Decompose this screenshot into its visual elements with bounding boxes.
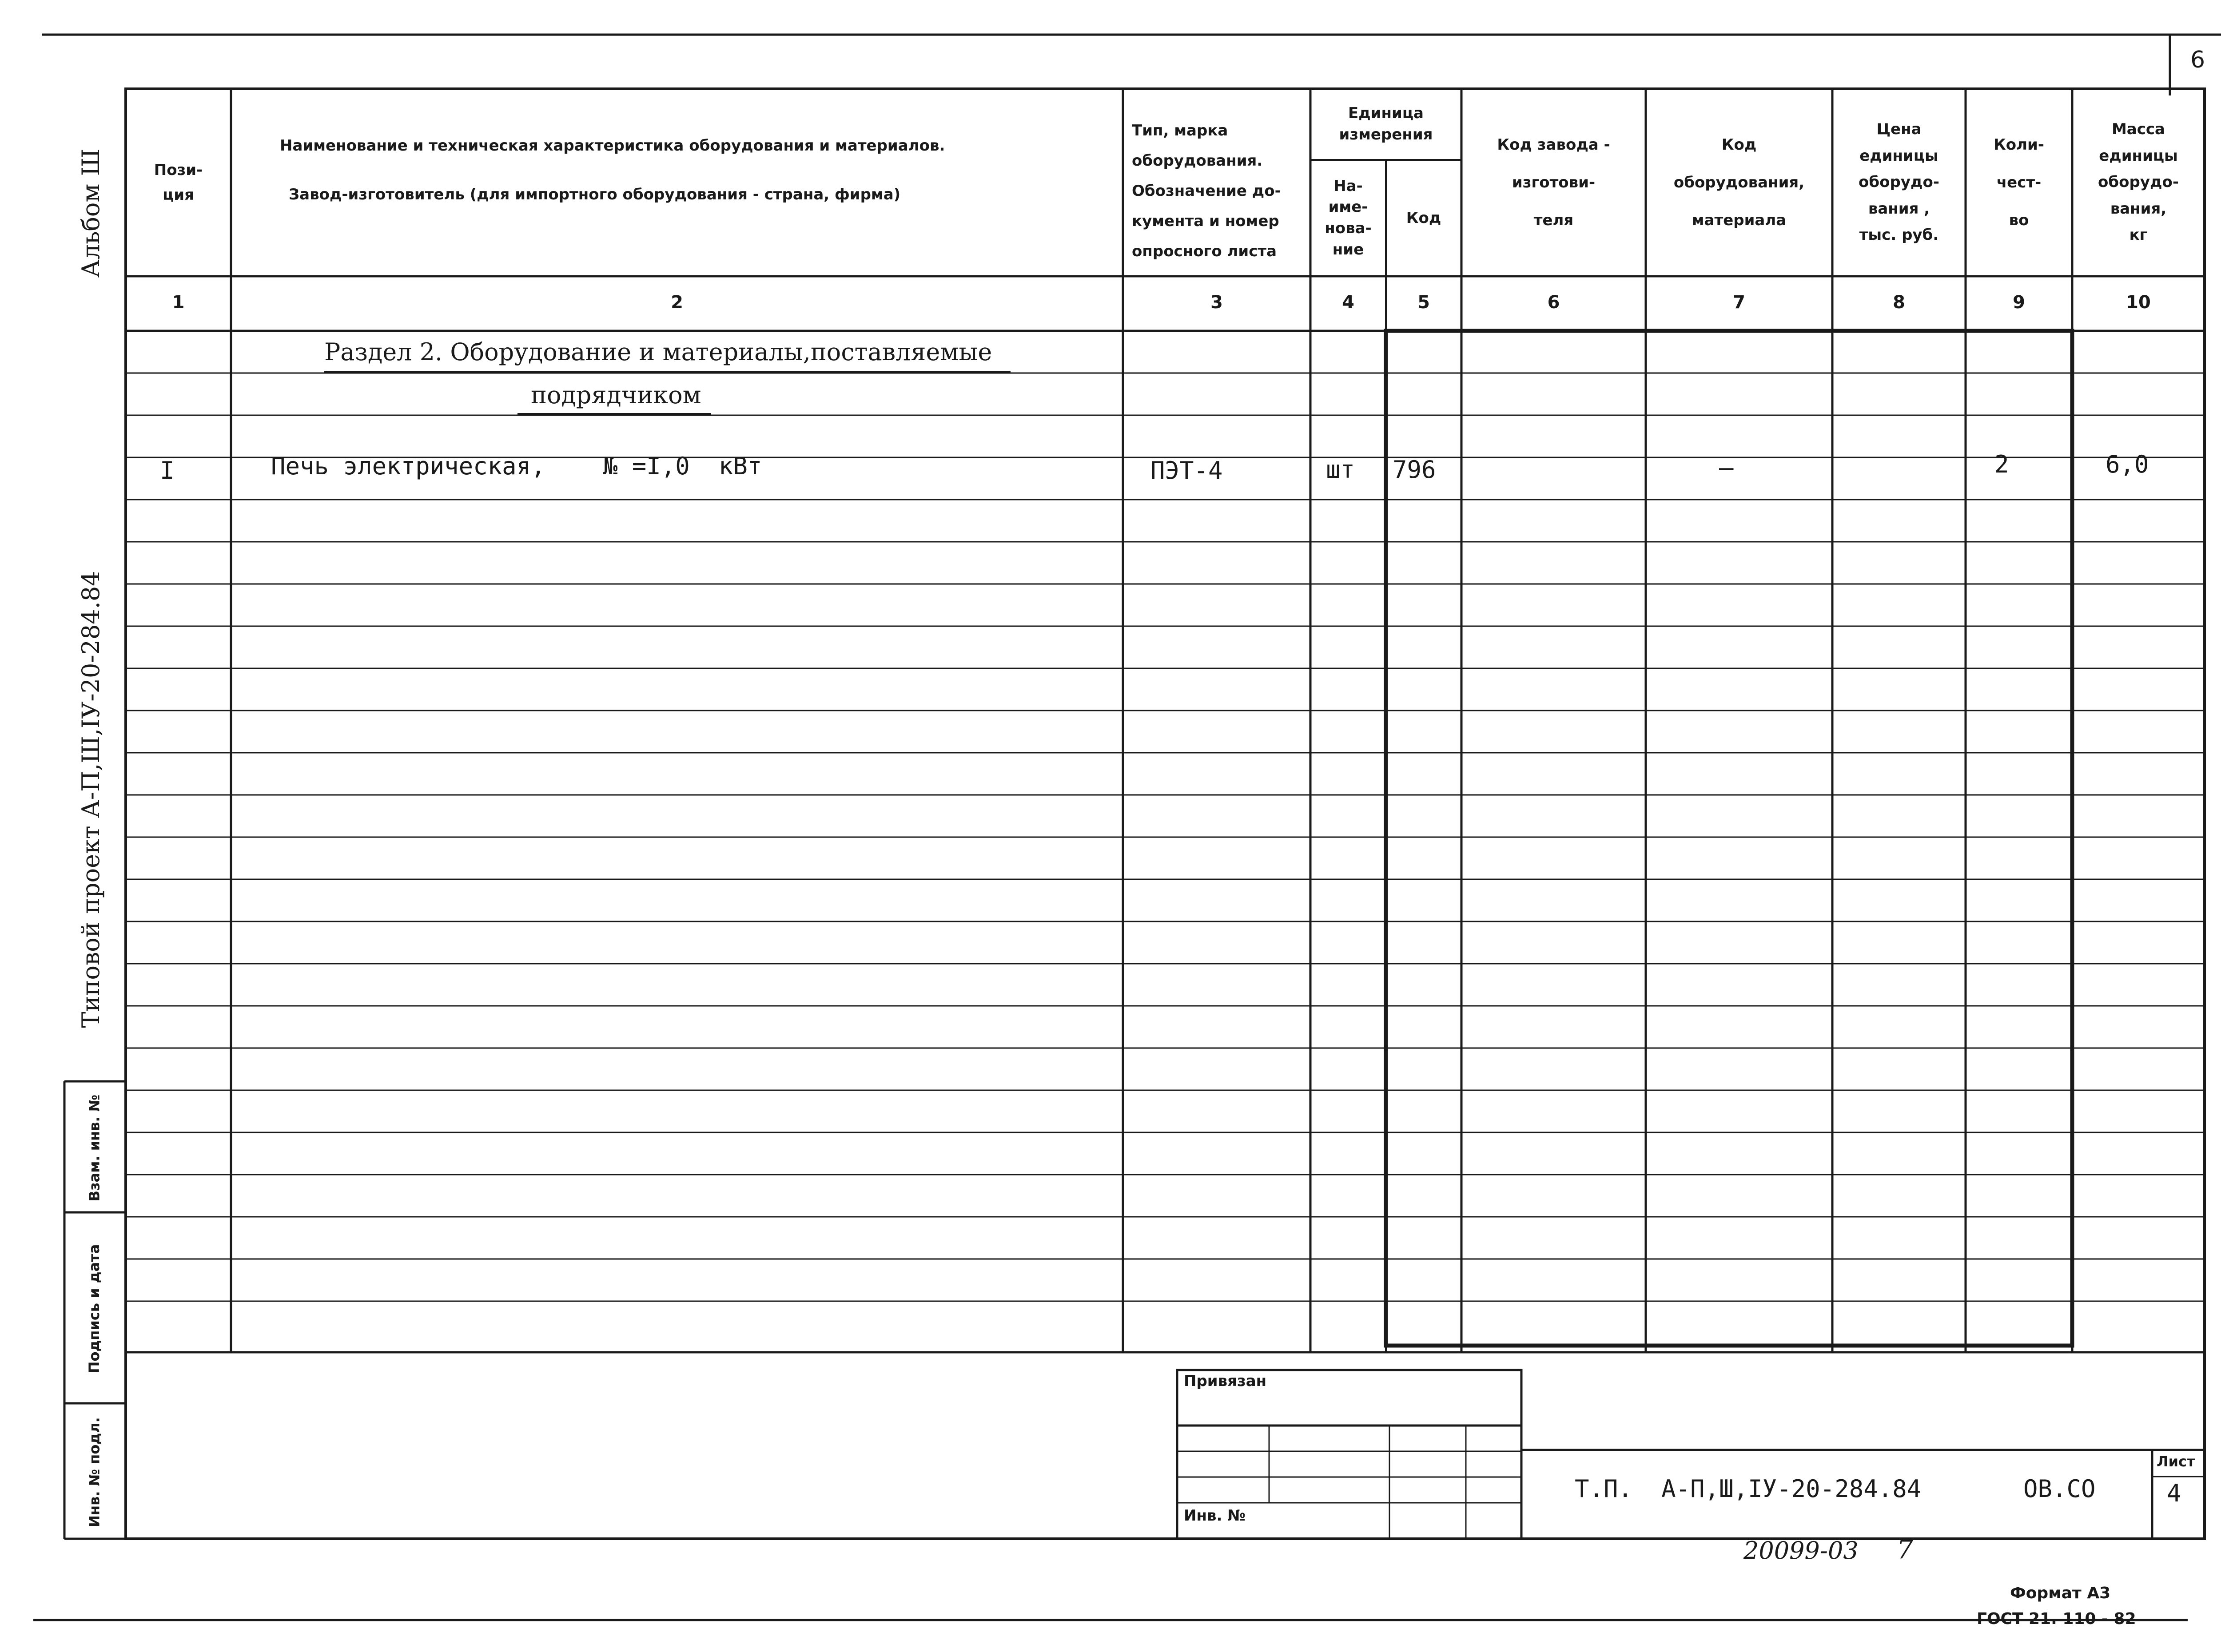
header-mass: Масса единицы оборудо- вания, кг — [2098, 120, 2179, 244]
header-name-line1: Наименование и техническая характеристика оборудования и материалов. — [280, 137, 945, 155]
stamp-original-inv: Инв. № подл. — [86, 1417, 103, 1527]
row-type: ПЭТ-4 — [1150, 457, 1223, 484]
row-mass: 6,0 — [2106, 450, 2149, 478]
document-designation: Т.П. А-П,Ш,IУ-20-284.84 — [1575, 1475, 1922, 1503]
handwritten-number: 20099-03 — [1743, 1537, 1859, 1565]
sheet-corner-number: 6 — [2190, 47, 2205, 73]
sheet-number: 4 — [2167, 1479, 2181, 1507]
row-equipment-code: – — [1719, 453, 1734, 481]
project-label: Типовой проект А-П,Ш,IУ-20-284.84 — [77, 571, 105, 1028]
stamp-signature-date: Подпись и дата — [86, 1244, 103, 1374]
section-title-line2: подрядчиком — [531, 381, 701, 409]
privyazan-label: Привязан — [1184, 1372, 1267, 1390]
header-unit-name: На- име- нова- ние — [1325, 177, 1372, 258]
stamp-replaced-inv: Взам. инв. № — [86, 1094, 103, 1202]
column-number-5: 5 — [1417, 292, 1430, 313]
header-equipment-code: Код оборудования, материала — [1673, 135, 1805, 229]
format-label: Формат А3 — [2010, 1584, 2111, 1602]
header-factory-code: Код завода - изготови- теля — [1497, 135, 1610, 229]
column-number-8: 8 — [1893, 292, 1905, 313]
header-unit-code: Код — [1406, 209, 1441, 227]
handwritten-page: 7 — [1897, 1534, 1913, 1565]
header-type: Тип, марка оборудования. Обозначение до- кумента и номер опросного листа — [1132, 122, 1281, 260]
header-unit-group: Единица измерения — [1339, 104, 1433, 143]
column-number-6: 6 — [1547, 292, 1560, 313]
header-quantity: Коли- чест- во — [1994, 135, 2044, 229]
column-number-1: 1 — [172, 292, 185, 313]
column-number-2: 2 — [671, 292, 683, 313]
sheet-label: Лист — [2157, 1453, 2195, 1470]
row-unit-code: 796 — [1393, 456, 1436, 484]
row-position: I — [160, 457, 175, 484]
column-number-3: 3 — [1210, 292, 1223, 313]
column-number-9: 9 — [2013, 292, 2025, 313]
header-position: Пози- ция — [154, 161, 203, 204]
section-title-line1: Раздел 2. Оборудование и материалы,поставляемые — [324, 338, 992, 366]
column-number-7: 7 — [1733, 292, 1745, 313]
column-number-4: 4 — [1342, 292, 1354, 313]
inv-no-label: Инв. № — [1184, 1507, 1246, 1525]
row-name: Печь электрическая, № =I,0 кВт — [271, 452, 762, 480]
column-number-10: 10 — [2126, 292, 2151, 313]
album-label: Альбом Ш — [77, 148, 105, 278]
header-price: Цена единицы оборудо- вания , тыс. руб. — [1859, 120, 1939, 244]
header-name-line2: Завод-изготовитель (для импортного оборудования - страна, фирма) — [289, 186, 901, 203]
document-code: ОВ.СО — [2023, 1475, 2096, 1503]
row-unit-name: шт — [1326, 456, 1355, 484]
row-quantity: 2 — [1994, 450, 2009, 478]
gost-label: ГОСТ 21. 110 - 82 — [1977, 1610, 2136, 1628]
